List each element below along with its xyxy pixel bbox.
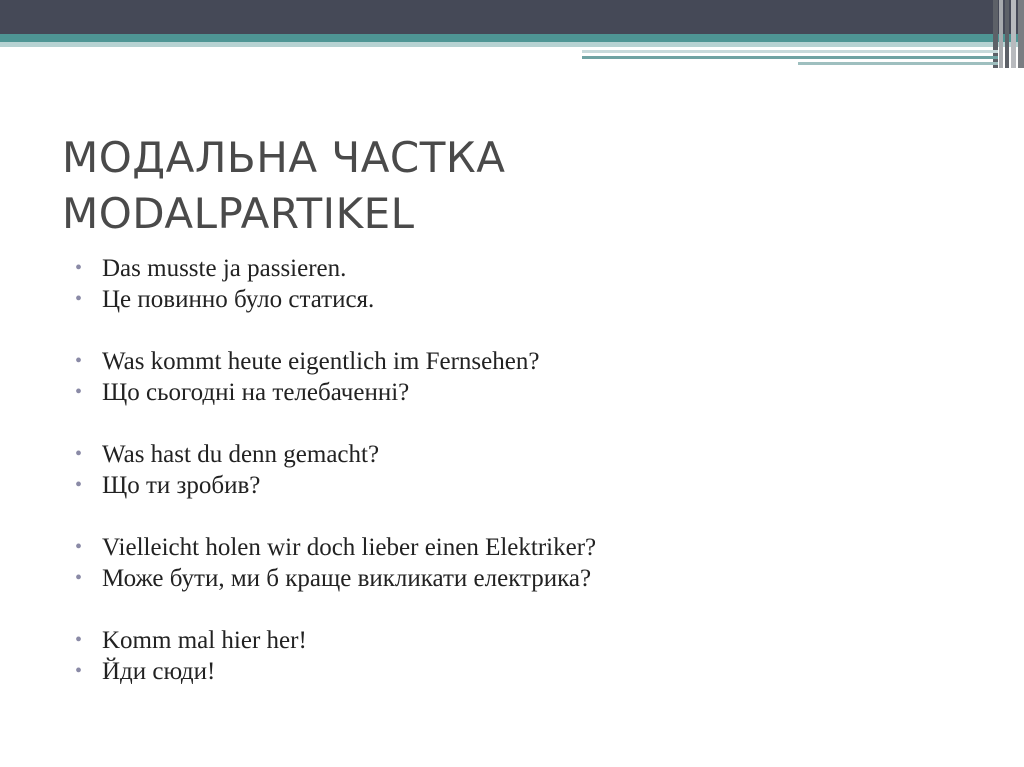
bullet-item: • Що ти зробив? [75, 470, 596, 501]
slide-title [62, 130, 505, 242]
bullet-item: • Що сьогодні на телебаченні? [75, 377, 596, 408]
decor-vertical-bar [999, 0, 1003, 68]
header-light-stripe [0, 42, 1024, 47]
bullet-item: • Може бути, ми б краще викликати електрика? [75, 563, 596, 594]
bullet-item: • Was kommt heute eigentlich im Fernsehen? [75, 346, 596, 377]
bullet-list [75, 253, 596, 687]
decor-line [582, 50, 998, 53]
bullet-item: • Komm mal hier her! [75, 625, 596, 656]
decor-line [582, 56, 998, 59]
decor-line [798, 62, 998, 65]
slide-title-line: МОДАЛЬНА ЧАСТКА [62, 133, 506, 182]
decor-vertical-bar [1011, 0, 1016, 68]
bullet-item: • Це повинно було статися. [75, 284, 596, 315]
slide-title-line: MODALPARTIKEL [62, 189, 415, 238]
decor-vertical-bar [1018, 0, 1024, 68]
decor-vertical-bar [1005, 0, 1009, 68]
bullet-item: • Was hast du denn gemacht? [75, 439, 596, 470]
header-accent-stripe [0, 34, 1024, 42]
bullet-item: • Йди сюди! [75, 656, 596, 687]
bullet-item: • Vielleicht holen wir doch lieber einen Elektriker? [75, 532, 596, 563]
bullet-item: • Das musste ja passieren. [75, 253, 596, 284]
